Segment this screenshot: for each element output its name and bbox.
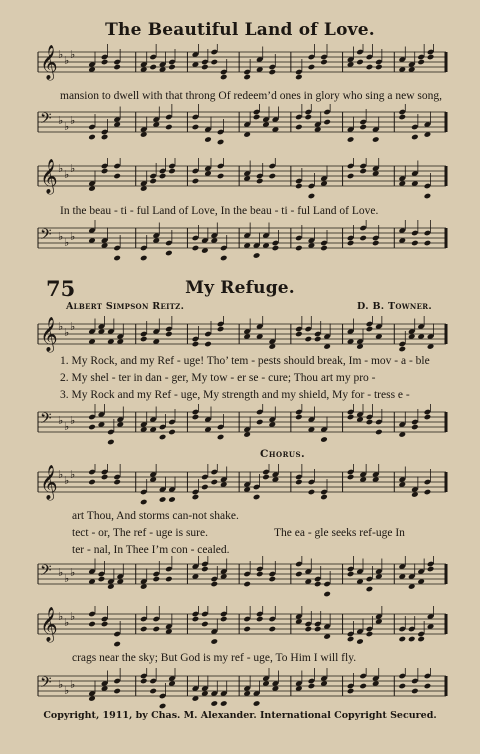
note-head bbox=[398, 114, 406, 121]
staff-system-4-bass bbox=[0, 556, 480, 600]
note-head bbox=[256, 571, 264, 578]
note-head bbox=[356, 638, 364, 645]
lyric-line-1: mansion to dwell with that throng Of redeem’d ones in glory who sing a new song, bbox=[60, 90, 442, 102]
note-head bbox=[101, 474, 109, 481]
flat-icon: ♭ bbox=[58, 566, 64, 579]
note-head bbox=[88, 621, 96, 628]
note-head bbox=[314, 336, 322, 343]
note-head bbox=[140, 255, 148, 262]
note-head bbox=[253, 252, 261, 259]
verse-line-1: 1. My Rock, and my Ref - uge! Tho’ tem - pests should break, Im - mov - a - ble bbox=[60, 355, 430, 367]
note-head bbox=[268, 173, 276, 180]
note-head bbox=[192, 616, 200, 623]
treble-clef-icon: 𝄞 bbox=[40, 45, 58, 80]
note-head bbox=[295, 479, 303, 486]
note-head bbox=[243, 581, 251, 588]
note-head bbox=[165, 250, 173, 257]
flat-icon: ♭ bbox=[58, 468, 64, 481]
note-head bbox=[347, 474, 355, 481]
note-head bbox=[359, 168, 367, 175]
note-head bbox=[398, 636, 406, 643]
note-head bbox=[411, 134, 419, 141]
note-head bbox=[424, 193, 432, 200]
note-head bbox=[253, 494, 261, 501]
note-head bbox=[201, 566, 209, 573]
note-head bbox=[408, 636, 416, 643]
note-head bbox=[243, 626, 251, 633]
note-head bbox=[308, 489, 316, 496]
verse-line-3: 3. My Rock and my Ref - uge, My strength and my shield, My for - tress e - bbox=[60, 389, 410, 401]
note-head bbox=[113, 688, 121, 695]
note-head bbox=[159, 703, 167, 710]
note-head bbox=[113, 479, 121, 486]
staff-system-3-bass bbox=[0, 404, 480, 448]
bass-clef-icon: 𝄢 bbox=[40, 110, 52, 131]
note-head bbox=[101, 59, 109, 66]
note-head bbox=[204, 341, 212, 348]
note-head bbox=[210, 700, 218, 707]
flat-icon: ♭ bbox=[70, 114, 76, 127]
flat-icon: ♭ bbox=[70, 162, 76, 175]
note-head bbox=[165, 576, 173, 583]
staff-system-2-treble bbox=[0, 158, 480, 202]
note-head bbox=[272, 245, 280, 252]
note-head bbox=[149, 178, 157, 185]
verse-line-2: 2. My shel - ter in dan - ger, My tow - er se - cure; Thou art my pro - bbox=[60, 372, 376, 384]
note-head bbox=[217, 326, 225, 333]
note-head bbox=[366, 419, 374, 426]
note-head bbox=[140, 336, 148, 343]
note-head bbox=[347, 571, 355, 578]
note-head bbox=[347, 636, 355, 643]
flat-icon: ♭ bbox=[58, 610, 64, 623]
note-head bbox=[268, 626, 276, 633]
note-head bbox=[201, 64, 209, 71]
hymn-title-my-refuge: My Refuge. bbox=[185, 278, 295, 298]
staff-system-5-bass bbox=[0, 668, 480, 712]
staff-system-5-treble bbox=[0, 606, 480, 650]
treble-clef-icon: 𝄞 bbox=[40, 465, 58, 500]
flat-icon: ♭ bbox=[64, 684, 70, 697]
note-head bbox=[347, 414, 355, 421]
flat-icon: ♭ bbox=[70, 678, 76, 691]
note-head bbox=[262, 474, 270, 481]
note-head bbox=[304, 114, 312, 121]
note-head bbox=[295, 183, 303, 190]
note-head bbox=[220, 616, 228, 623]
note-head bbox=[101, 134, 109, 141]
staff-system-3-treble bbox=[0, 316, 480, 360]
verse-continuation-3: ter - nal, In Thee I’m con - cealed. bbox=[72, 544, 230, 556]
note-head bbox=[159, 434, 167, 441]
flat-icon: ♭ bbox=[64, 326, 70, 339]
flat-icon: ♭ bbox=[58, 414, 64, 427]
note-head bbox=[417, 59, 425, 66]
chorus-lyric-2: crags near the sky; But God is my ref - uge, To Him I will fly. bbox=[72, 652, 357, 664]
note-head bbox=[159, 173, 167, 180]
chorus-lyric-1: The ea - gle seeks ref-uge In bbox=[274, 527, 405, 539]
flat-icon: ♭ bbox=[58, 230, 64, 243]
note-head bbox=[98, 576, 106, 583]
note-head bbox=[165, 331, 173, 338]
note-head bbox=[243, 74, 251, 81]
flat-icon: ♭ bbox=[64, 616, 70, 629]
note-head bbox=[113, 173, 121, 180]
note-head bbox=[217, 173, 225, 180]
note-head bbox=[140, 626, 148, 633]
note-head bbox=[201, 484, 209, 491]
note-head bbox=[359, 683, 367, 690]
note-head bbox=[347, 688, 355, 695]
note-head bbox=[113, 641, 121, 648]
note-head bbox=[113, 255, 121, 262]
note-head bbox=[372, 240, 380, 247]
treble-clef-icon: 𝄞 bbox=[40, 607, 58, 642]
note-head bbox=[168, 168, 176, 175]
note-head bbox=[427, 54, 435, 61]
flat-icon: ♭ bbox=[64, 168, 70, 181]
note-head bbox=[314, 581, 322, 588]
flat-icon: ♭ bbox=[64, 572, 70, 585]
staff-system-1-treble bbox=[0, 44, 480, 88]
note-head bbox=[366, 586, 374, 593]
chorus-label: Chorus. bbox=[260, 448, 306, 460]
note-head bbox=[192, 494, 200, 501]
note-head bbox=[220, 255, 228, 262]
note-head bbox=[88, 134, 96, 141]
flat-icon: ♭ bbox=[70, 566, 76, 579]
composer-credit: D. B. Towner. bbox=[357, 301, 432, 312]
note-head bbox=[210, 59, 218, 66]
note-head bbox=[347, 240, 355, 247]
note-head bbox=[398, 346, 406, 353]
flat-icon: ♭ bbox=[64, 54, 70, 67]
note-head bbox=[411, 424, 419, 431]
note-head bbox=[256, 178, 264, 185]
copyright-notice: Copyright, 1911, by Chas. M. Alexander. International Copyright Secured. bbox=[43, 710, 437, 721]
note-head bbox=[323, 119, 331, 126]
note-head bbox=[295, 74, 303, 81]
note-head bbox=[152, 626, 160, 633]
staff-system-1-bass bbox=[0, 104, 480, 148]
note-head bbox=[308, 683, 316, 690]
note-head bbox=[411, 688, 419, 695]
note-head bbox=[304, 336, 312, 343]
bass-clef-icon: 𝄢 bbox=[40, 410, 52, 431]
note-head bbox=[295, 245, 303, 252]
note-head bbox=[168, 496, 176, 503]
verse-continuation-1: art Thou, And storms can-not shake. bbox=[72, 510, 239, 522]
note-head bbox=[359, 235, 367, 242]
staff-system-2-bass bbox=[0, 220, 480, 264]
note-head bbox=[268, 576, 276, 583]
flat-icon: ♭ bbox=[58, 162, 64, 175]
note-head bbox=[366, 64, 374, 71]
flat-icon: ♭ bbox=[58, 678, 64, 691]
hymn-title-beautiful-land: The Beautiful Land of Love. bbox=[105, 20, 375, 40]
note-head bbox=[192, 341, 200, 348]
note-head bbox=[424, 240, 432, 247]
note-head bbox=[268, 69, 276, 76]
note-head bbox=[152, 576, 160, 583]
lyric-line-2: In the beau - ti - ful Land of Love, In the beau - ti - ful Land of Love. bbox=[60, 205, 379, 217]
note-head bbox=[417, 636, 425, 643]
note-head bbox=[320, 59, 328, 66]
flat-icon: ♭ bbox=[64, 420, 70, 433]
note-head bbox=[427, 566, 435, 573]
note-head bbox=[347, 173, 355, 180]
verse-continuation-2: tect - or, The ref - uge is sure. bbox=[72, 527, 208, 539]
note-head bbox=[210, 479, 218, 486]
note-head bbox=[217, 139, 225, 146]
note-head bbox=[320, 494, 328, 501]
note-head bbox=[101, 168, 109, 175]
note-head bbox=[295, 331, 303, 338]
note-head bbox=[253, 700, 261, 707]
note-head bbox=[314, 626, 322, 633]
note-head bbox=[88, 424, 96, 431]
note-head bbox=[320, 245, 328, 252]
flat-icon: ♭ bbox=[58, 48, 64, 61]
flat-icon: ♭ bbox=[70, 320, 76, 333]
note-head bbox=[168, 429, 176, 436]
note-head bbox=[323, 591, 331, 598]
treble-clef-icon: 𝄞 bbox=[40, 317, 58, 352]
note-head bbox=[320, 436, 328, 443]
staff-system-4-treble bbox=[0, 464, 480, 508]
note-head bbox=[101, 621, 109, 628]
note-head bbox=[411, 240, 419, 247]
note-head bbox=[201, 621, 209, 628]
note-head bbox=[140, 499, 148, 506]
lyricist-credit: Albert Simpson Reitz. bbox=[66, 301, 185, 312]
flat-icon: ♭ bbox=[64, 236, 70, 249]
treble-clef-icon: 𝄞 bbox=[40, 159, 58, 194]
note-head bbox=[308, 193, 316, 200]
note-head bbox=[253, 114, 261, 121]
note-head bbox=[347, 136, 355, 143]
note-head bbox=[366, 631, 374, 638]
note-head bbox=[192, 245, 200, 252]
note-head bbox=[359, 124, 367, 131]
note-head bbox=[295, 414, 303, 421]
flat-icon: ♭ bbox=[58, 320, 64, 333]
note-head bbox=[295, 124, 303, 131]
note-head bbox=[168, 64, 176, 71]
note-head bbox=[140, 678, 148, 685]
flat-icon: ♭ bbox=[70, 414, 76, 427]
flat-icon: ♭ bbox=[70, 230, 76, 243]
bass-clef-icon: 𝄢 bbox=[40, 226, 52, 247]
note-head bbox=[149, 688, 157, 695]
note-head bbox=[366, 326, 374, 333]
flat-icon: ♭ bbox=[58, 114, 64, 127]
note-head bbox=[304, 626, 312, 633]
note-head bbox=[424, 683, 432, 690]
flat-icon: ♭ bbox=[64, 474, 70, 487]
note-head bbox=[398, 683, 406, 690]
note-head bbox=[113, 64, 121, 71]
flat-icon: ♭ bbox=[64, 120, 70, 133]
note-head bbox=[107, 439, 115, 446]
note-head bbox=[204, 136, 212, 143]
note-head bbox=[308, 64, 316, 71]
bass-clef-icon: 𝄢 bbox=[40, 674, 52, 695]
note-head bbox=[210, 581, 218, 588]
flat-icon: ♭ bbox=[70, 48, 76, 61]
note-head bbox=[149, 64, 157, 71]
note-head bbox=[375, 64, 383, 71]
note-head bbox=[210, 638, 218, 645]
note-head bbox=[424, 489, 432, 496]
note-head bbox=[159, 496, 167, 503]
note-head bbox=[192, 178, 200, 185]
note-head bbox=[356, 59, 364, 66]
note-head bbox=[192, 124, 200, 131]
hymn-number: 75 bbox=[46, 276, 76, 301]
note-head bbox=[217, 434, 225, 441]
flat-icon: ♭ bbox=[70, 610, 76, 623]
note-head bbox=[165, 124, 173, 131]
note-head bbox=[88, 479, 96, 486]
note-head bbox=[424, 414, 432, 421]
note-head bbox=[256, 616, 264, 623]
note-head bbox=[295, 571, 303, 578]
note-head bbox=[192, 414, 200, 421]
note-head bbox=[256, 419, 264, 426]
bass-clef-icon: 𝄢 bbox=[40, 562, 52, 583]
note-head bbox=[375, 429, 383, 436]
note-head bbox=[220, 700, 228, 707]
note-head bbox=[220, 74, 228, 81]
flat-icon: ♭ bbox=[70, 468, 76, 481]
note-head bbox=[372, 136, 380, 143]
